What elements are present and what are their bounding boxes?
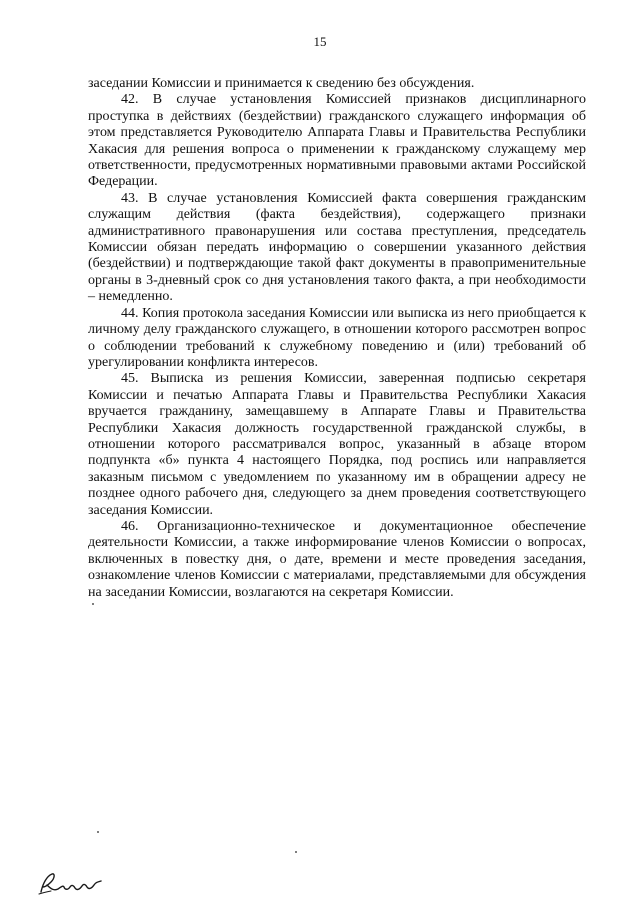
paragraph-continuation: заседании Комиссии и принимается к сведению без обсуждения.	[88, 76, 475, 91]
document-body	[88, 76, 586, 601]
scan-speck	[295, 851, 297, 853]
paragraph-item-45: 45. Выписка из решения Комиссии, заверенная подписью секретаря Комиссии и печатью Аппарата Главы и Правительства Республики Хакасия вручается гражданину, замещавшему в Аппарате Главы и Правительства Республики Хакасия должность государственной гражданской службы, в отношении которого рассматривался вопрос, указанный в абзаце втором подпункта «б» пункта 4 настоящего Порядка, под роспись или направляется заказным письмом с уведомлением по указанному им в обращении адресу не позднее одного рабочего дня, следующего за днем проведения соответствующего заседания Комиссии.	[88, 371, 586, 518]
scan-speck	[97, 831, 99, 833]
paragraph-item-43: 43. В случае установления Комиссией факта совершения гражданским служащим действия (факта бездействия), содержащего признаки административного правонарушения или состава преступления, председатель Комиссии обязан передать информацию о совершении указанного действия (бездействии) и подтверждающие такой факт документы в правоприменительные органы в 3-дневный срок со дня установления такого факта, а при необходимости – немедленно.	[88, 190, 586, 305]
paragraph-item-44: 44. Копия протокола заседания Комиссии или выписка из него приобщается к личному делу гражданского служащего, в отношении которого рассмотрен вопрос о соблюдении требований к служебному поведению и (или) требований об урегулировании конфликта интересов.	[88, 305, 586, 370]
handwritten-signature	[37, 865, 117, 899]
scan-speck	[92, 603, 94, 605]
paragraph-item-42: 42. В случае установления Комиссией признаков дисциплинарного проступка в действиях (бездействии) гражданского служащего информация об этом представляется Руководителю Аппарата Главы и Правительства Республики Хакасия для решения вопроса о применении к гражданскому служащему мер ответственности, предусмотренных нормативными правовыми актами Российской Федерации.	[88, 92, 586, 190]
paragraph-item-46: 46. Организационно-техническое и документационное обеспечение деятельности Комиссии, а также информирование членов Комиссии о вопросах, включенных в повестку дня, о дате, времени и месте проведения заседания, ознакомление членов Комиссии с материалами, представляемыми для обсуждения на заседании Комиссии, возлагаются на секретаря Комиссии.	[88, 518, 586, 600]
page-number: 15	[313, 34, 327, 49]
